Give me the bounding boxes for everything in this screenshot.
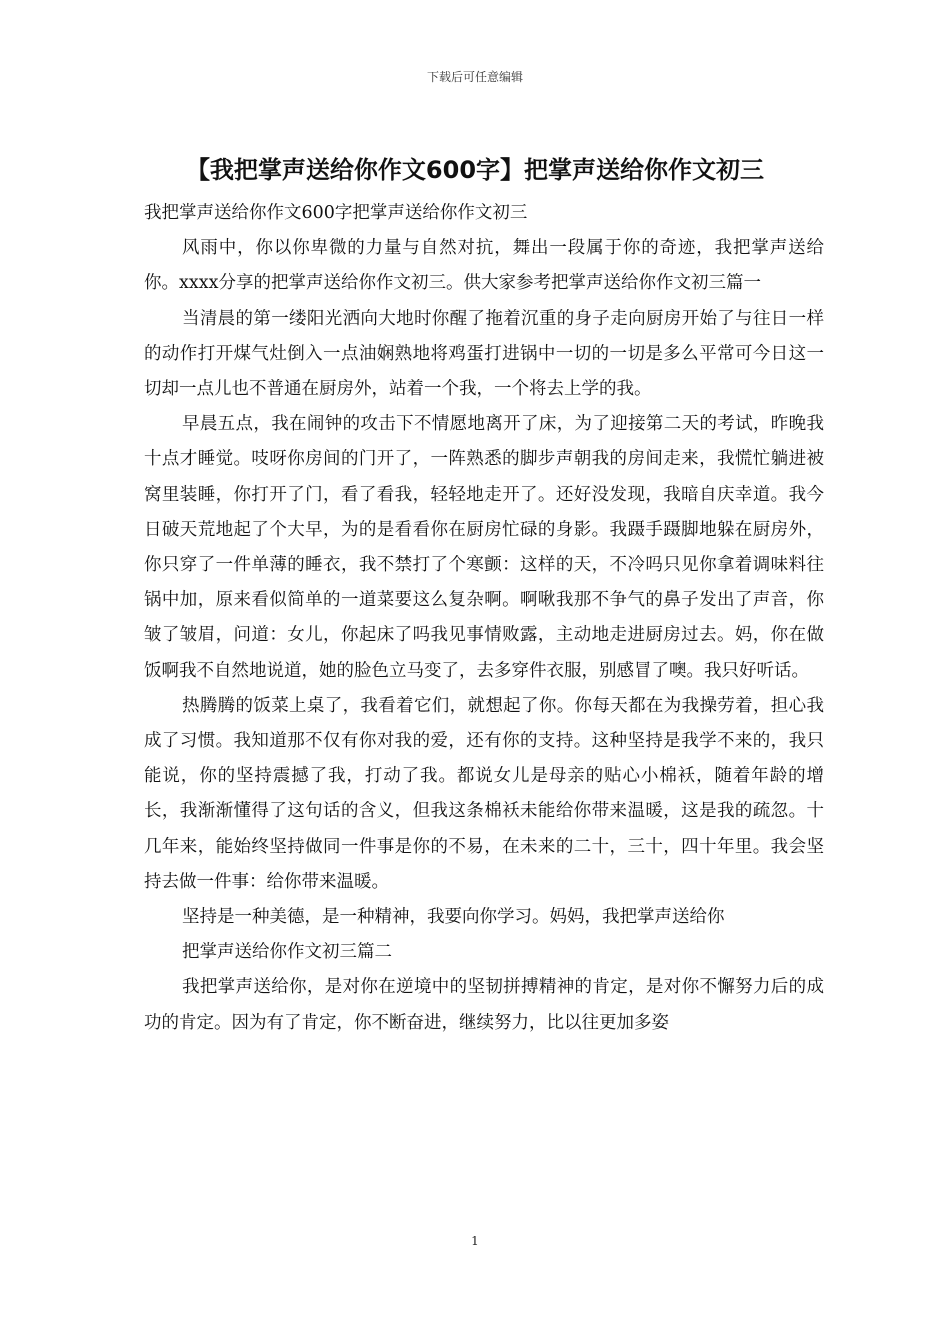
body-paragraph: 坚持是一种美德，是一种精神，我要向你学习。妈妈，我把掌声送给你 [182,907,725,928]
body-paragraph: 热腾腾的饭菜上桌了，我看着它们，就想起了你。你每天都在为我操劳着，担心我成了习惯。我知道那不仅有你对我的爱，还有你的支持。这种坚持是我学不来的，我只能说，你的坚持震撼了我，打动了我。都说女儿是母亲的贴心小棉袄，随着年龄的增长，我渐渐懂得了这句话的含义，但我这条棉袄未能给你带来温暖，这是我的疏忽。十几年来，能始终坚持做同一件事是你的不易，在未来的二十，三十，四十年里。我会坚持去做一件事：给你带来温暖。 [144,695,824,892]
body-paragraph: 早晨五点，我在闹钟的攻击下不情愿地离开了床，为了迎接第二天的考试，昨晚我十点才睡觉。吱呀你房间的门开了，一阵熟悉的脚步声朝我的房间走来，我慌忙躺进被窝里装睡，你打开了门，看了看我，轻轻地走开了。还好没发现，我暗自庆幸道。我今日破天荒地起了个大早，为的是看看你在厨房忙碌的身影。我蹑手蹑脚地躲在厨房外，你只穿了一件单薄的睡衣，我不禁打了个寒颤：这样的天，不冷吗只见你拿着调味料往锅中加，原来看似简单的一道菜要这么复杂啊。啊啾我那不争气的鼻子发出了声音，你皱了皱眉，问道：女儿，你起床了吗我见事情败露，主动地走进厨房过去。妈，你在做饭啊我不自然地说道，她的脸色立马变了，去多穿件衣服，别感冒了噢。我只好听话。 [144,414,824,681]
document-body [144,196,824,1041]
body-paragraph: 我把掌声送给你，是对你在逆境中的坚韧拼搏精神的肯定，是对你不懈努力后的成功的肯定。因为有了肯定，你不断奋进，继续努力，比以往更加多姿 [144,977,824,1033]
subtitle-paragraph: 我把掌声送给你作文600字把掌声送给你作文初三 [144,203,528,223]
page-header: 下载后可任意编辑 [426,70,523,84]
body-paragraph: 当清晨的第一缕阳光洒向大地时你醒了拖着沉重的身子走向厨房开始了与往日一样的动作打开煤气灶倒入一点油娴熟地将鸡蛋打进锅中一切的一切是多么平常可今日这一切却一点儿也不普通在厨房外，站着一个我，一个将去上学的我。 [144,308,824,400]
intro-paragraph: 风雨中，你以你卑微的力量与自然对抗，舞出一段属于你的奇迹，我把掌声送给你。xxxx分享的把掌声送给你作文初三。供大家参考把掌声送给你作文初三篇一 [144,238,824,294]
section-heading: 把掌声送给你作文初三篇二 [182,942,392,963]
page-number: 1 [471,1234,479,1248]
document-title: 【我把掌声送给你作文600字】把掌声送给你作文初三 [185,156,765,184]
